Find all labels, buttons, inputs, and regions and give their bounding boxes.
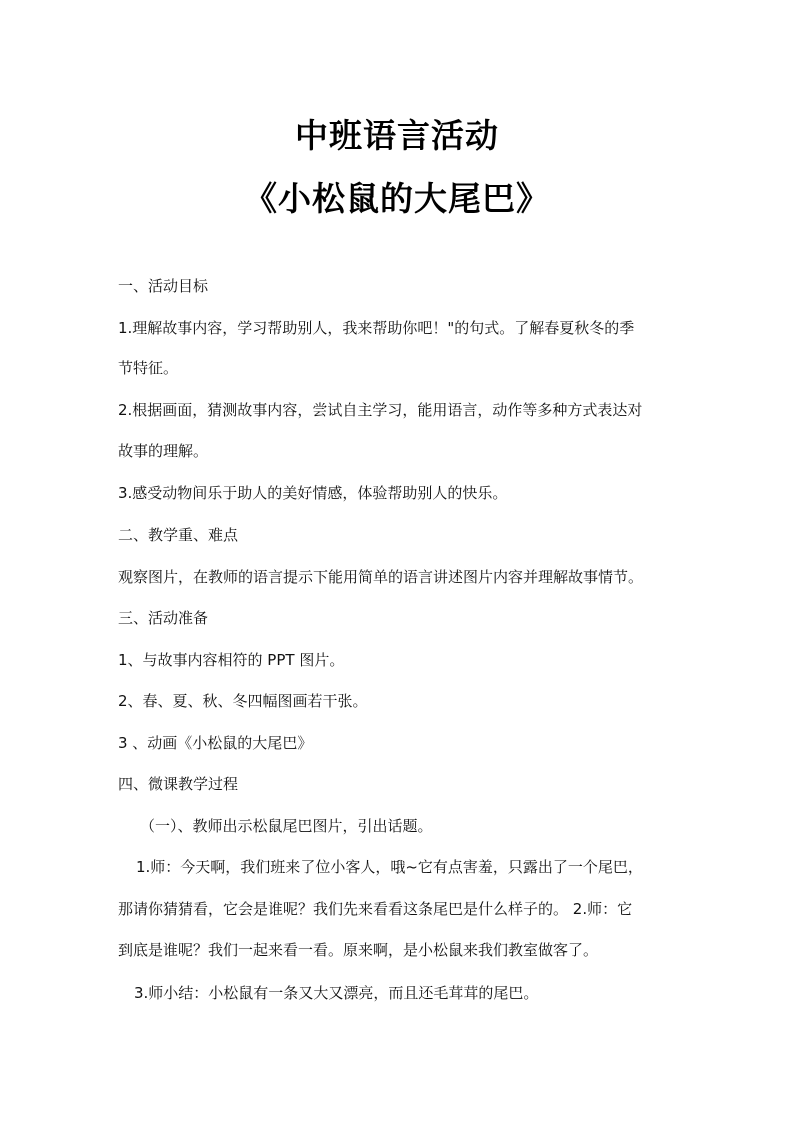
process-paragraph-line-3: 到底是谁呢？我们一起来看一看。原来啊，是小松鼠来我们教室做客了。 — [118, 941, 599, 959]
goal-1-line-1: 1.理解故事内容，学习帮助别人，我来帮助你吧！"的句式。了解春夏秋冬的季 — [118, 319, 635, 337]
process-paragraph-line-2: 那请你猜猜看，它会是谁呢？我们先来看看这条尾巴是什么样子的。 2.师：它 — [118, 900, 633, 918]
section-heading-preparation: 三、活动准备 — [118, 609, 209, 627]
process-summary: 3.师小结：小松鼠有一条又大又漂亮，而且还毛茸茸的尾巴。 — [134, 984, 539, 1002]
document-title: 中班语言活动 — [295, 116, 499, 155]
document-subtitle: 《小松鼠的大尾巴》 — [244, 179, 550, 218]
goal-3: 3.感受动物间乐于助人的美好情感，体验帮助别人的快乐。 — [118, 484, 508, 502]
section-heading-process: 四、微课教学过程 — [118, 775, 239, 793]
section-heading-goals: 一、活动目标 — [118, 277, 209, 295]
key-point-text: 观察图片，在教师的语言提示下能用简单的语言讲述图片内容并理解故事情节。 — [118, 568, 644, 586]
goal-1-line-2: 节特征。 — [118, 359, 179, 377]
goal-2-line-1: 2.根据画面，猜测故事内容，尝试自主学习，能用语言，动作等多种方式表达对 — [118, 401, 643, 419]
process-paragraph-line-1: 1.师：今天啊，我们班来了位小客人，哦~它有点害羞，只露出了一个尾巴， — [136, 858, 643, 876]
section-heading-key-points: 二、教学重、难点 — [118, 526, 239, 544]
preparation-item-1: 1、与故事内容相符的 PPT 图片。 — [118, 651, 345, 669]
goal-2-line-2: 故事的理解。 — [118, 442, 209, 460]
preparation-item-3: 3 、动画《小松鼠的大尾巴》 — [118, 734, 313, 752]
preparation-item-2: 2、春、夏、秋、冬四幅图画若干张。 — [118, 692, 368, 710]
process-step-1-heading: （一）、教师出示松鼠尾巴图片，引出话题。 — [140, 817, 433, 835]
